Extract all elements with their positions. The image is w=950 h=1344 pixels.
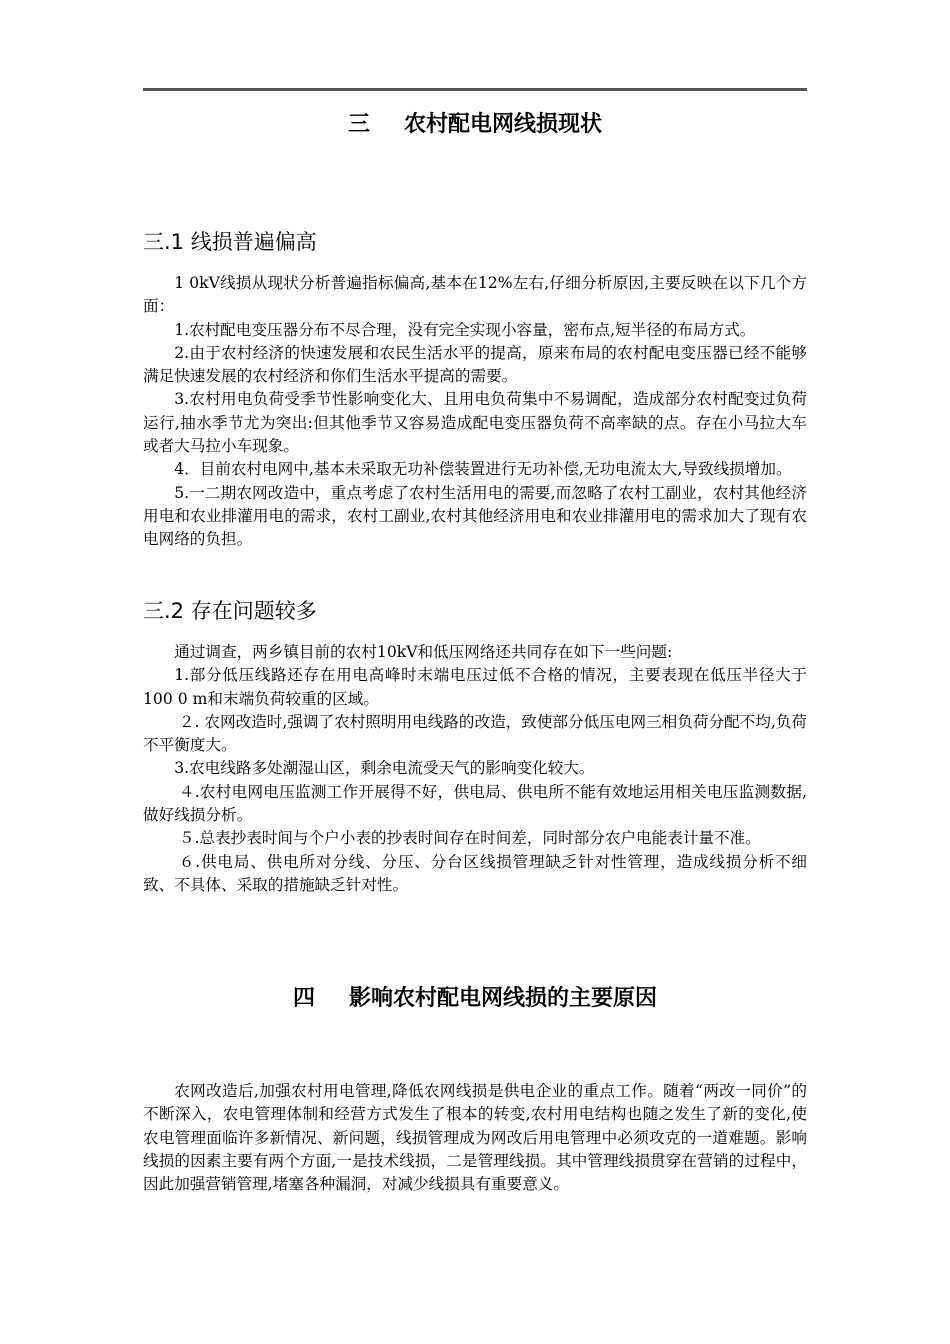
paragraph: 5.一二期农网改造中，重点考虑了农村生活用电的需要,而忽略了农村工副业，农村其他经济用电和农业排灌用电的需求，农村工副业,农村其他经济用电和农业排灌用电的需求加大了现有农电网络的负担。 bbox=[143, 483, 807, 549]
paragraph: ２. 农网改造时,强调了农村照明用电线路的改造，致使部分低压电网三相负荷分配不均,负荷不平衡度大。 bbox=[143, 712, 807, 755]
section-3-2-heading: 三.2 存在问题较多 bbox=[143, 599, 317, 623]
section-3-1-heading: 三.1 线损普遍偏高 bbox=[143, 230, 317, 254]
paragraph: 3.农村用电负荷受季节性影响变化大、且用电负荷集中不易调配，造成部分农村配变过负荷运行,抽水季节尤为突出:但其他季节又容易造成配电变压器负荷不高率缺的点。存在小马拉大车或者大马拉小车现象。 bbox=[143, 390, 807, 456]
section-3-2-body bbox=[143, 641, 807, 897]
section-4-number: 四 bbox=[292, 986, 315, 1011]
header-rule bbox=[143, 88, 807, 91]
paragraph: ６.供电局、供电所对分线、分压、分台区线损管理缺乏针对性管理，造成线损分析不细致、不具体、采取的措施缺乏针对性。 bbox=[143, 852, 807, 894]
paragraph: 1.部分低压线路还存在用电高峰时末端电压过低不合格的情况，主要表现在低压半径大于100 0 m和末端负荷较重的区域。 bbox=[143, 666, 807, 708]
paragraph: ５.总表抄表时间与个户小表的抄表时间存在时间差，同时部分农户电能表计量不准。 bbox=[178, 829, 761, 848]
paragraph: 通过调查，两乡镇目前的农村10kV和低压网络还共同存在如下一些问题: bbox=[174, 643, 673, 661]
section-3-number: 三 bbox=[347, 112, 370, 137]
paragraph: 3.农电线路多处潮湿山区，剩余电流受天气的影响变化较大。 bbox=[174, 759, 595, 778]
paragraph: 2.由于农村经济的快速发展和农民生活水平的提高，原来布局的农村配电变压器已经不能够满足快速发展的农村经济和你们生活水平提高的需要。 bbox=[143, 343, 807, 386]
paragraph: 农网改造后,加强农村用电管理,降低农网线损是供电企业的重点工作。随着“两改一同价”的不断深入，农电管理体制和经营方式发生了根本的转变,农村用电结构也随之发生了新的变化,使农电管理面临许多新情况、新问题，线损管理成为网改后用电管理中必须攻克的一道难题。影响线损的因素主要有两个方面,一是技术线损，二是管理线损。其中管理线损贯穿在营销的过程中，因此加强营销管理,堵塞各种漏洞，对减少线损具有重要意义。 bbox=[143, 1082, 807, 1194]
paragraph: 1 0kV线损从现状分析普遍指标偏高,基本在12%左右,仔细分析原因,主要反映在以下几个方面： bbox=[143, 274, 807, 316]
paragraph: ４.农村电网电压监测工作开展得不好，供电局、供电所不能有效地运用相关电压监测数据,做好线损分析。 bbox=[143, 782, 807, 825]
section-4-body bbox=[143, 1080, 807, 1196]
paragraph: 4．目前农村电网中,基本未采取无功补偿装置进行无功补偿,无功电流太大,导致线损增加。 bbox=[174, 460, 792, 479]
section-3-1-body bbox=[143, 272, 807, 552]
section-3-title-text: 农村配电网线损现状 bbox=[404, 112, 603, 137]
section-4-title bbox=[143, 984, 807, 1014]
section-3-title bbox=[143, 110, 807, 140]
section-4-title-text: 影响农村配电网线损的主要原因 bbox=[349, 986, 658, 1011]
paragraph: 1.农村配电变压器分布不尽合理，没有完全实现小容量，密布点,短半径的布局方式。 bbox=[174, 320, 756, 339]
